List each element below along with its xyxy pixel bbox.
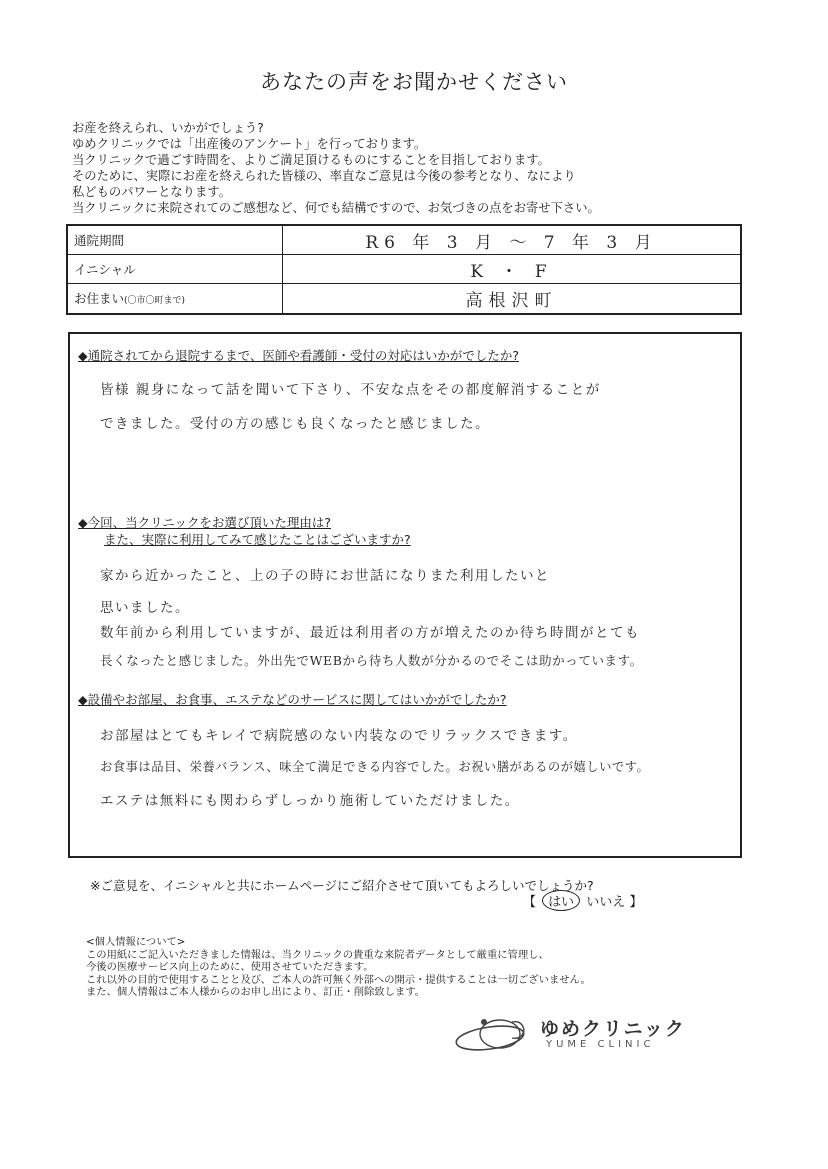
privacy-line: また、個人情報はご本人様からのお申し出により、訂正・削除致します。 — [86, 986, 425, 998]
patient-info-table — [66, 224, 742, 315]
period-label: 通院期間 — [68, 226, 283, 254]
address-note: (〇市〇町まで) — [124, 296, 186, 306]
answer-staff-line: できました。受付の方の感じも良くなったと感じました。 — [100, 416, 490, 432]
answer-reason-line: 家から近かったこと、上の子の時にお世話になりまた利用したいと — [100, 568, 550, 584]
intro-line: お産を終えられ、いかがでしょう? — [72, 121, 264, 135]
privacy-line: これ以外の目的で使用することと及び、ご本人の許可無く外部への開示・提供することは一切ございません。 — [86, 973, 591, 986]
consent-yes-option[interactable]: はい — [542, 890, 580, 911]
question-staff: ◆通院されてから退院するまで、医師や看護師・受付の対応はいかがでしたか? — [78, 348, 519, 363]
page-title: あなたの声をお聞かせください — [260, 70, 568, 94]
intro-line: ゆめクリニックでは「出産後のアンケート」を行っております。 — [72, 137, 427, 151]
answer-reason-line: 思いました。 — [100, 600, 190, 616]
answer-facilities-line: お部屋はとてもキレイで病院感のない内装なのでリラックスできます。 — [100, 728, 578, 744]
answer-facilities-line: お食事は品目、栄養バランス、味全て満足できる内容でした。お祝い膳があるのが嬉しいです。 — [100, 760, 650, 774]
period-row — [68, 226, 740, 255]
intro-line: 当クリニックで過ごす時間を、よりご満足頂けるものにすることを目指しております。 — [72, 153, 550, 167]
privacy-line: この用紙にご記入いただきました情報は、当クリニックの貴重な来院者データとして厳重に管理し、 — [86, 948, 549, 961]
clinic-logo-name: ゆめクリニック — [540, 1018, 686, 1040]
answer-facilities-line: エステは無料にも関わらずしっかり施術していただけました。 — [100, 793, 520, 809]
consent-question: ※ご意見を、イニシャルと共にホームページにご紹介させて頂いてもよろしいでしょうか? — [90, 878, 594, 893]
privacy-notice — [86, 936, 591, 999]
intro-line: 私どものパワーとなります。 — [72, 185, 231, 199]
consent-no-option[interactable]: いいえ — [586, 895, 626, 910]
consent-choices — [523, 890, 642, 911]
address-label-text: お住まい — [74, 291, 125, 306]
question-reason-sub: また、実際に利用してみて感じたことはございますか? — [104, 532, 411, 547]
question-facilities: ◆設備やお部屋、お食事、エステなどのサービスに関してはいかがでしたか? — [78, 692, 507, 707]
clinic-logo — [452, 1012, 742, 1057]
bracket-open: 【 — [523, 895, 537, 910]
question-reason: ◆今回、当クリニックをお選び頂いた理由は? — [78, 515, 331, 530]
bracket-close: 】 — [629, 895, 643, 910]
clinic-logo-icon — [452, 1012, 542, 1057]
clinic-logo-sub: YUME CLINIC — [546, 1039, 655, 1050]
period-value[interactable]: R6 年 3 月 〜 7 年 3 月 — [365, 233, 658, 253]
answer-staff-line: 皆様 親身になって話を聞いて下さり、不安な点をその都度解消することが — [100, 382, 601, 398]
address-value[interactable]: 高根沢町 — [465, 291, 558, 311]
address-label — [68, 284, 283, 313]
privacy-line: <個人情報について> — [86, 936, 186, 948]
initial-label: イニシャル — [68, 255, 283, 283]
answer-reason-line: 数年前から利用していますが、最近は利用者の方が増えたのか待ち時間がとても — [100, 625, 640, 641]
address-row — [68, 284, 740, 313]
intro-line: そのために、実際にお産を終えられた皆様の、率直なご意見は今後の参考となり、なにより — [72, 169, 576, 183]
questions-box — [68, 332, 742, 858]
initial-row — [68, 255, 740, 284]
privacy-line: 今後の医療サービス向上のために、使用させていただきます。 — [86, 961, 374, 973]
intro-text — [72, 120, 772, 216]
initial-value[interactable]: K ・ F — [470, 262, 553, 282]
intro-line: 当クリニックに来院されてのご感想など、何でも結構ですので、お気づきの点をお寄せ下さい。 — [72, 201, 600, 215]
answer-reason-line: 長くなったと感じました。外出先でWEBから待ち人数が分かるのでそこは助かっています。 — [100, 653, 643, 668]
